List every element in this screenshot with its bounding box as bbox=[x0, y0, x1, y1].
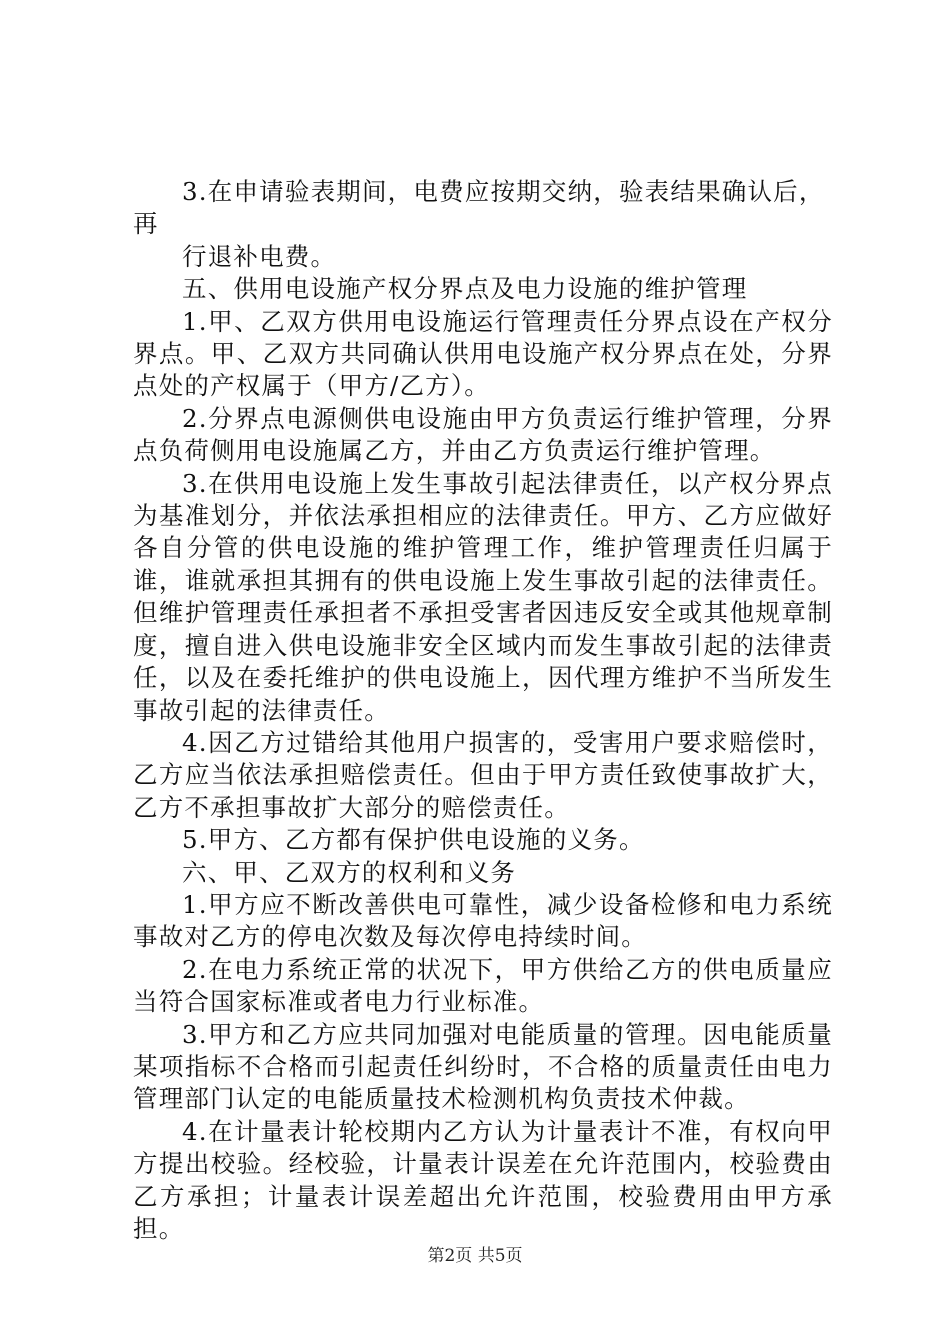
paragraph-verify-meter-fee: 3.在申请验表期间，电费应按期交纳，验表结果确认后， bbox=[182, 177, 825, 206]
document-body bbox=[133, 176, 833, 1245]
paragraph-5-5: 5.甲方、乙方都有保护供电设施的义务。 bbox=[182, 825, 645, 855]
paragraph-refund-fee: 行退补电费。 bbox=[182, 241, 337, 271]
paragraph-6-4: 4.在计量表计轮校期内乙方认为计量表计不准，有权向甲方提出校验。经校验，计量表计误差在允许范围内，校验费由乙方承担；计量表计误差超出允许范围，校验费用由甲方承担。 bbox=[133, 1116, 833, 1243]
paragraph-5-3: 3.在供用电设施上发生事故引起法律责任，以产权分界点为基准划分，并依法承担相应的法律责任。甲方、乙方应做好各自分管的供电设施的维护管理工作，维护管理责任归属于谁，谁就承担其拥有的供电设施上发生事故引起的法律责任。但维护管理责任承担者不承担受害者因违反安全或其他规章制度，擅自进入供电设施非安全区域内而发生事故引起的法律责任，以及在委托维护的供电设施上，因代理方维护不当所发生事故引起的法律责任。 bbox=[133, 468, 833, 725]
paragraph-5-1: 1.甲、乙双方供用电设施运行管理责任分界点设在产权分界点。甲、乙双方共同确认供用电设施产权分界点在处，分界点处的产权属于（甲方/乙方）。 bbox=[133, 306, 833, 401]
paragraph-5-2: 2.分界点电源侧供电设施由甲方负责运行维护管理，分界点负荷侧用电设施属乙方，并由乙方负责运行维护管理。 bbox=[133, 403, 833, 466]
paragraph-wrap-fragment: 再 bbox=[133, 209, 159, 239]
paragraph-6-3: 3.甲方和乙方应共同加强对电能质量的管理。因电能质量某项指标不合格而引起责任纠纷时，不合格的质量责任由电力管理部门认定的电能质量技术检测机构负责技术仲裁。 bbox=[133, 1019, 833, 1114]
paragraph-6-1: 1.甲方应不断改善供电可靠性，减少设备检修和电力系统事故对乙方的停电次数及每次停电持续时间。 bbox=[133, 889, 833, 952]
paragraph-5-4: 4.因乙方过错给其他用户损害的，受害用户要求赔偿时，乙方应当依法承担赔偿责任。但由于甲方责任致使事故扩大，乙方不承担事故扩大部分的赔偿责任。 bbox=[133, 727, 833, 822]
section-heading-five: 五、供用电设施产权分界点及电力设施的维护管理 bbox=[182, 274, 748, 304]
page-number-footer: 第2页 共5页 bbox=[427, 1246, 523, 1266]
section-heading-six: 六、甲、乙双方的权利和义务 bbox=[182, 857, 517, 887]
paragraph-6-2: 2.在电力系统正常的状况下，甲方供给乙方的供电质量应当符合国家标准或者电力行业标准。 bbox=[133, 954, 833, 1017]
